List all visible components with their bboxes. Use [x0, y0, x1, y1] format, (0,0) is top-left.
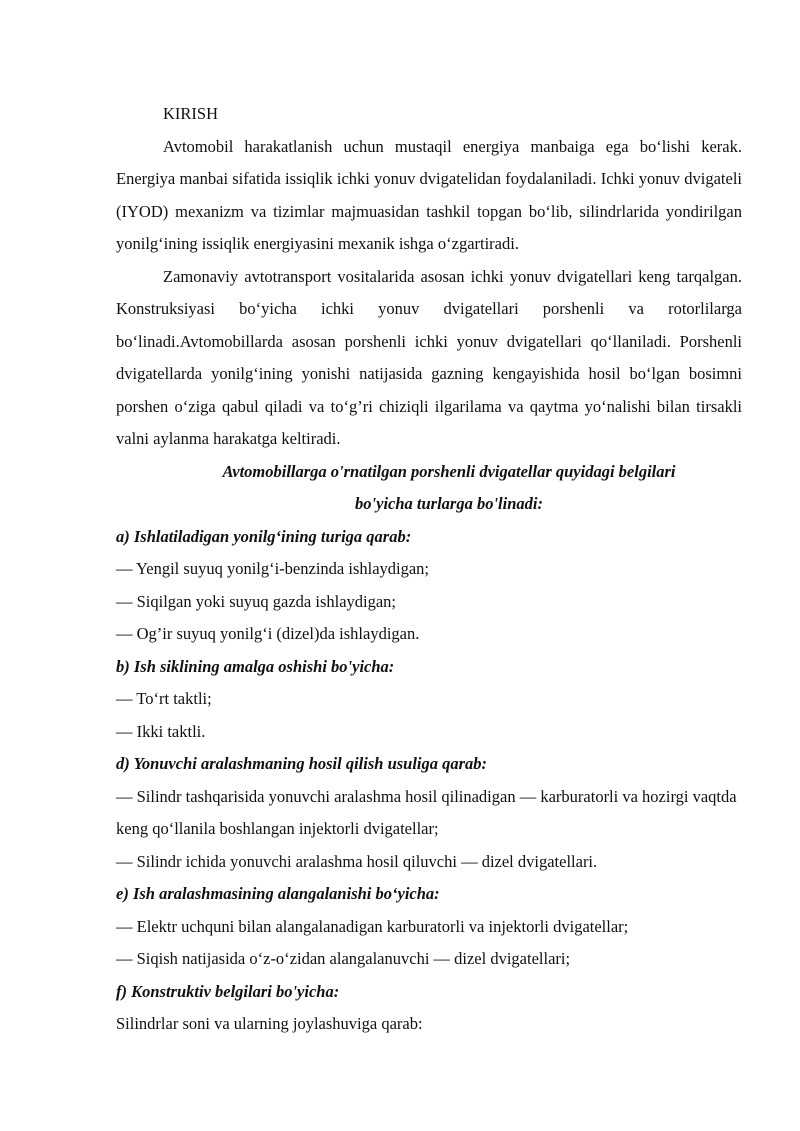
- section-d-title: d) Yonuvchi aralashmaning hosil qilish usuliga qarab:: [116, 754, 488, 773]
- list-item: — Silindr ichida yonuvchi aralashma hosil qiluvchi — dizel dvigatellari.: [116, 851, 598, 871]
- list-item: — Siqilgan yoki suyuq gazda ishlaydigan;: [116, 591, 397, 611]
- list-item: — Siqish natijasida o‘z-o‘zidan alangalanuvchi — dizel dvigatellari;: [116, 949, 571, 968]
- intro-paragraph-1: Avtomobil harakatlanish uchun mustaqil energiya manbaiga ega bo‘lishi kerak. Energiya manbai sifatida issiqlik ichki yonuv dvigatelidan foydalaniladi. Ichki yonuv dvigateli (IYOD) mexanizm va tizimlar majmuasidan tashkil topgan bo‘lib, silindrlarida yondirilgan yonilg‘ining issiqlik energiyasini mexanik ishga o‘zgartiradi.: [116, 136, 742, 253]
- list-item: — Elektr uchquni bilan alangalanadigan karburatorli va injektorli dvigatellar;: [116, 916, 629, 936]
- list-item: — To‘rt taktli;: [116, 689, 212, 708]
- document-page: [116, 98, 742, 1041]
- section-b-title: b) Ish siklining amalga oshishi bo'yicha:: [116, 656, 395, 676]
- list-item: — Ikki taktli.: [116, 721, 206, 741]
- list-item: Silindrlar soni va ularning joylashuviga qarab:: [116, 1014, 423, 1033]
- classification-title-line-2: bo'yicha turlarga bo'linadi:: [355, 494, 543, 513]
- intro-paragraph-2: Zamonaviy avtotransport vositalarida asosan ichki yonuv dvigatellari keng tarqalgan. Konstruksiyasi bo‘yicha ichki yonuv dvigatellari porshenli va rotorlilarga bo‘linadi.Avtomobillarda asosan porshenli ichki yonuv dvigatellari qo‘llaniladi. Porshenli dvigatellarda yonilg‘ining yonishi natijasida gazning kengayishida hosil bo‘lgan bosimni porshen o‘ziga qabul qiladi va to‘g’ri chiziqli ilgarilama va qaytma yo‘nalishi bilan tirsakli valni aylanma harakatga keltiradi.: [116, 266, 742, 448]
- list-item: — Og’ir suyuq yonilg‘i (dizel)da ishlaydigan.: [116, 624, 420, 643]
- page-heading: KIRISH: [163, 104, 219, 123]
- section-e-title: e) Ish aralashmasining alangalanishi bo‘yicha:: [116, 884, 440, 903]
- list-item: — Yengil suyuq yonilg‘i-benzinda ishlaydigan;: [116, 559, 430, 578]
- list-item: — Silindr tashqarisida yonuvchi aralashma hosil qilinadigan — karburatorli va hozirgi vaqtda keng qo‘llanila boshlangan injektorli dvigatellar;: [116, 786, 737, 838]
- section-a-title: a) Ishlatiladigan yonilg‘ining turiga qarab:: [116, 526, 412, 546]
- section-f-title: f) Konstruktiv belgilari bo'yicha:: [116, 981, 340, 1001]
- classification-title-line-1: Avtomobillarga o'rnatilgan porshenli dvigatellar quyidagi belgilari: [222, 461, 676, 481]
